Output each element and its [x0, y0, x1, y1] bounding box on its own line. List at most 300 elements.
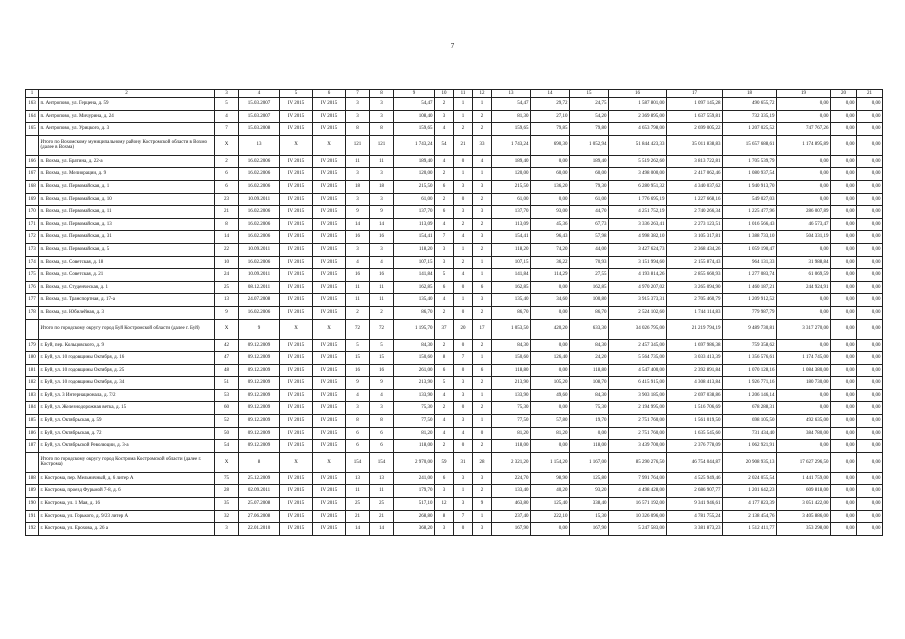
table-cell: 120,00	[394, 168, 435, 181]
table-cell: 08.12.2011	[239, 281, 280, 294]
table-cell: 61 069,59	[777, 269, 831, 282]
table-cell: 0	[454, 306, 473, 319]
table-cell: IV 2015	[280, 498, 313, 511]
table-cell: 338,40	[570, 498, 609, 511]
table-cell: 154	[370, 452, 394, 472]
table-cell: 16	[370, 269, 394, 282]
table-cell: IV 2015	[313, 256, 346, 269]
table-cell: 3	[346, 243, 370, 256]
table-cell: 3 498 000,00	[609, 168, 667, 181]
table-cell: 549 027,03	[723, 193, 777, 206]
table-row	[26, 364, 883, 377]
table-cell: 113,09	[394, 218, 435, 231]
table-cell: 0,00	[777, 168, 831, 181]
table-cell: 16.02.2006	[239, 218, 280, 231]
table-cell: 154,41	[394, 231, 435, 244]
table-cell: 3 813 722,81	[667, 155, 723, 168]
row-number-cell: 188	[26, 472, 39, 485]
table-cell: 0	[454, 155, 473, 168]
table-cell: 2	[473, 440, 492, 453]
table-cell: 0,00	[831, 472, 857, 485]
table-cell: 0,00	[831, 243, 857, 256]
table-cell: 731 434,40	[723, 427, 777, 440]
table-cell: 5	[435, 269, 454, 282]
table-cell: 3	[454, 498, 473, 511]
table-cell: 133,90	[394, 389, 435, 402]
table-cell: 3	[473, 231, 492, 244]
address-cell: г. Буй, ул. 3 Интернационала, д. 7/2	[39, 389, 215, 402]
table-cell: 09.12.2009	[239, 440, 280, 453]
table-cell: 4	[435, 155, 454, 168]
table-cell: 107,15	[492, 256, 531, 269]
table-row	[26, 123, 883, 136]
table-cell: 1	[473, 510, 492, 523]
table-cell: 16.02.2006	[239, 256, 280, 269]
table-cell: 0,00	[831, 155, 857, 168]
column-number: 4	[239, 90, 280, 98]
table-cell: 0,00	[857, 364, 883, 377]
table-cell: IV 2015	[280, 123, 313, 136]
table-cell: 10.09.2011	[239, 243, 280, 256]
table-cell: 53	[215, 389, 239, 402]
table-cell: IV 2015	[280, 193, 313, 206]
table-cell: 4	[435, 294, 454, 307]
table-cell: 2	[473, 339, 492, 352]
table-cell: 1 388 733,10	[723, 231, 777, 244]
table-cell: 1 225 477,96	[723, 206, 777, 219]
table-cell: 0,00	[777, 306, 831, 319]
table-cell: 261,00	[394, 364, 435, 377]
table-cell: 1 587 801,00	[609, 98, 667, 111]
table-cell: 11	[346, 294, 370, 307]
table-cell: 4 193 814,26	[609, 269, 667, 282]
table-cell: IV 2015	[313, 485, 346, 498]
table-cell: 6	[435, 364, 454, 377]
column-number: 5	[280, 90, 313, 98]
table-cell: 2	[370, 306, 394, 319]
table-cell: 189,40	[570, 155, 609, 168]
table-cell: 2 138 454,76	[723, 510, 777, 523]
table-cell: 4	[346, 389, 370, 402]
table-cell: 1 062 921,91	[723, 440, 777, 453]
table-cell: 24.07.2008	[239, 294, 280, 307]
table-cell: 137,70	[492, 206, 531, 219]
table-cell: IV 2015	[280, 364, 313, 377]
table-cell: 2 368 434,26	[667, 243, 723, 256]
table-cell: 0,00	[831, 510, 857, 523]
table-cell: 18	[346, 180, 370, 193]
table-cell: 61,00	[570, 193, 609, 206]
table-cell: 141,84	[492, 269, 531, 282]
table-cell: 3 915 373,31	[609, 294, 667, 307]
table-cell: 1	[473, 352, 492, 365]
table-cell: 84,30	[570, 339, 609, 352]
row-number-cell: 174	[26, 256, 39, 269]
table-cell: 3	[215, 523, 239, 536]
table-cell: 34,60	[531, 294, 570, 307]
address-cell: г. Буй, ул. Октябрьской Революции, д. 3-а	[39, 440, 215, 453]
table-cell: 47	[215, 352, 239, 365]
row-number-cell: 172	[26, 231, 39, 244]
table-row	[26, 485, 883, 498]
table-cell: 2	[473, 243, 492, 256]
table-cell: 1	[473, 269, 492, 282]
table-cell: 09.12.2009	[239, 427, 280, 440]
table-cell: 0,00	[831, 269, 857, 282]
table-cell: IV 2015	[313, 472, 346, 485]
table-cell: 27.06.2008	[239, 510, 280, 523]
table-cell: 3	[370, 110, 394, 123]
table-cell: 6	[435, 180, 454, 193]
table-cell: 162,85	[394, 281, 435, 294]
table-cell: 2 697 038,86	[667, 389, 723, 402]
table-cell: 2 751 760,00	[609, 427, 667, 440]
address-cell: г. Буй, ул. 10 годовщины Октября, д. 34	[39, 377, 215, 390]
table-cell: 215,50	[394, 180, 435, 193]
table-cell: 24,75	[570, 98, 609, 111]
table-cell: 35 011 838,83	[667, 135, 723, 155]
table-cell: 3 151 994,60	[609, 256, 667, 269]
address-cell: г. Буй, ул. Железнодорожная ветка, д. 15	[39, 402, 215, 415]
table-row	[26, 269, 883, 282]
table-cell: IV 2015	[280, 155, 313, 168]
table-cell: 0,00	[777, 440, 831, 453]
table-cell: 0,00	[857, 218, 883, 231]
table-cell: 48	[215, 364, 239, 377]
table-cell: 09.12.2009	[239, 415, 280, 428]
table-cell: 3	[435, 110, 454, 123]
table-cell: 1 084 380,00	[777, 364, 831, 377]
table-cell: IV 2015	[313, 523, 346, 536]
address-cell: п. Вохма, ул. Братина, д. 22-а	[39, 155, 215, 168]
table-cell: 0,00	[570, 427, 609, 440]
table-cell: 16	[370, 364, 394, 377]
table-cell: 189,40	[394, 155, 435, 168]
table-cell: 118,00	[570, 440, 609, 453]
row-number-cell: 163	[26, 98, 39, 111]
table-cell: 16.02.2006	[239, 231, 280, 244]
table-cell: 9	[370, 377, 394, 390]
table-cell: 108,40	[394, 110, 435, 123]
table-row	[26, 110, 883, 123]
table-cell: 96,43	[531, 231, 570, 244]
table-cell: IV 2015	[280, 389, 313, 402]
table-cell: 0,00	[777, 180, 831, 193]
table-cell: 0,00	[857, 389, 883, 402]
table-cell: 118,20	[394, 243, 435, 256]
table-cell: 0	[454, 339, 473, 352]
table-cell: IV 2015	[313, 243, 346, 256]
table-cell: 504 331,19	[777, 231, 831, 244]
table-cell: 1	[473, 389, 492, 402]
address-cell: п. Антропово, ул. Мичурина, д. 24	[39, 110, 215, 123]
table-cell: 490 655,72	[723, 98, 777, 111]
table-cell: IV 2015	[313, 180, 346, 193]
table-cell: 5	[346, 339, 370, 352]
table-cell: 31	[454, 452, 473, 472]
table-cell: 79,80	[570, 123, 609, 136]
table-cell: 13	[346, 472, 370, 485]
table-cell: 4 177 823,39	[723, 498, 777, 511]
table-cell: 54	[435, 135, 454, 155]
table-cell: 6	[215, 180, 239, 193]
table-cell: 1 174 895,89	[777, 135, 831, 155]
table-cell: 27,55	[570, 269, 609, 282]
row-number-cell: 171	[26, 218, 39, 231]
table-cell: 135,40	[394, 294, 435, 307]
table-cell: 9	[346, 377, 370, 390]
table-cell: 6	[215, 168, 239, 181]
table-cell: IV 2015	[280, 180, 313, 193]
table-cell: X	[280, 319, 313, 339]
column-number: 20	[831, 90, 857, 98]
row-number-cell: 184	[26, 402, 39, 415]
table-cell: IV 2015	[280, 294, 313, 307]
table-cell: 0,00	[857, 281, 883, 294]
table-cell: 4	[435, 427, 454, 440]
table-cell: 1 705 539,79	[723, 155, 777, 168]
table-cell: 0,00	[777, 155, 831, 168]
table-cell: 237,40	[492, 510, 531, 523]
table-row	[26, 389, 883, 402]
table-cell: 0,00	[831, 281, 857, 294]
table-cell: IV 2015	[313, 218, 346, 231]
table-cell: 0,00	[857, 168, 883, 181]
table-cell: 79,30	[570, 180, 609, 193]
table-cell: 3	[370, 243, 394, 256]
table-cell: 8	[346, 415, 370, 428]
table-cell: 105,20	[531, 377, 570, 390]
table-cell: 2 686 907,77	[667, 485, 723, 498]
table-cell: 6	[370, 440, 394, 453]
table-cell: 81,20	[531, 427, 570, 440]
table-cell: 18	[370, 180, 394, 193]
table-cell: IV 2015	[280, 472, 313, 485]
table-cell: 25.07.2008	[239, 498, 280, 511]
register-table	[25, 89, 883, 536]
table-cell: 2 740 266,34	[667, 206, 723, 219]
table-cell: 136,20	[531, 180, 570, 193]
table-row	[26, 294, 883, 307]
table-cell: 2	[473, 123, 492, 136]
table-cell: 1	[454, 98, 473, 111]
address-cell: Итого по Вохомскому муниципальному району Костромской области в Вохмо (далее в Вохма)	[39, 135, 215, 155]
table-cell: 0	[454, 402, 473, 415]
table-cell: 2	[435, 168, 454, 181]
table-cell: 11	[346, 281, 370, 294]
table-cell: 384 780,00	[777, 427, 831, 440]
table-cell: IV 2015	[280, 231, 313, 244]
table-row	[26, 306, 883, 319]
table-cell: 0,00	[857, 123, 883, 136]
table-cell: 0,00	[857, 110, 883, 123]
table-cell: 22.01.2010	[239, 523, 280, 536]
table-cell: IV 2015	[313, 168, 346, 181]
table-cell: 118,80	[570, 364, 609, 377]
table-cell: 2 705 460,79	[667, 294, 723, 307]
table-cell: 3	[454, 415, 473, 428]
table-cell: 1	[454, 243, 473, 256]
table-cell: 133,40	[492, 485, 531, 498]
table-cell: 60	[215, 402, 239, 415]
table-cell: 3	[435, 243, 454, 256]
table-cell: 4 547 400,00	[609, 364, 667, 377]
table-cell: 86,70	[394, 306, 435, 319]
table-cell: 21	[370, 510, 394, 523]
table-cell: 5	[370, 339, 394, 352]
table-cell: 0,00	[831, 364, 857, 377]
row-number-cell: 179	[26, 339, 39, 352]
table-cell: 4 998 382,10	[609, 231, 667, 244]
table-cell: 2 417 062,46	[667, 168, 723, 181]
table-cell: 0,00	[857, 498, 883, 511]
table-cell: X	[215, 135, 239, 155]
table-cell: 268,80	[394, 510, 435, 523]
table-cell: 75	[215, 472, 239, 485]
address-cell: Итого по городскому округу город Буй Костромской области (далее г. Буй)	[39, 319, 215, 339]
table-cell: 0,00	[857, 472, 883, 485]
table-cell: 15	[370, 352, 394, 365]
column-number: 1	[26, 90, 39, 98]
table-cell: 1 635 545,60	[667, 427, 723, 440]
table-row	[26, 352, 883, 365]
table-cell: IV 2015	[313, 402, 346, 415]
table-cell: 32	[215, 510, 239, 523]
table-cell: 0,00	[857, 306, 883, 319]
table-cell: 2 855 660,93	[667, 269, 723, 282]
column-number: 16	[609, 90, 667, 98]
table-cell: 0,00	[831, 319, 857, 339]
table-cell: IV 2015	[280, 306, 313, 319]
table-cell: 4	[435, 123, 454, 136]
table-cell: 8	[370, 123, 394, 136]
table-cell: 4	[346, 256, 370, 269]
table-cell: 15.03.2007	[239, 98, 280, 111]
table-cell: 37	[435, 319, 454, 339]
table-cell: 609 818,00	[777, 485, 831, 498]
table-cell: 9 489 730,81	[723, 319, 777, 339]
table-cell: 5 519 262,60	[609, 155, 667, 168]
table-cell: 09.12.2009	[239, 377, 280, 390]
table-cell: 0,00	[831, 206, 857, 219]
table-cell: 0,00	[857, 193, 883, 206]
table-cell: 09.12.2009	[239, 339, 280, 352]
table-cell: 16	[346, 269, 370, 282]
address-cell: п. Вохма, ул. Первомайская, д. 5	[39, 243, 215, 256]
table-row	[26, 155, 883, 168]
table-cell: 113,09	[492, 218, 531, 231]
table-cell: 16.02.2006	[239, 206, 280, 219]
table-cell: 222,10	[531, 510, 570, 523]
table-cell: 11	[370, 294, 394, 307]
table-cell: 6	[435, 472, 454, 485]
table-cell: 133,90	[492, 389, 531, 402]
table-row	[26, 377, 883, 390]
table-cell: 2 524 102,60	[609, 306, 667, 319]
table-cell: 21	[215, 206, 239, 219]
table-cell: 1	[454, 110, 473, 123]
table-cell: X	[215, 319, 239, 339]
table-cell: 0,00	[857, 294, 883, 307]
table-cell: 2	[473, 485, 492, 498]
table-cell: 1 697 986,38	[667, 339, 723, 352]
table-cell: 0,00	[831, 485, 857, 498]
table-cell: 0,00	[857, 510, 883, 523]
table-cell: 21 219 794,19	[667, 319, 723, 339]
table-cell: X	[280, 452, 313, 472]
table-cell: 21	[346, 510, 370, 523]
table-cell: 0,00	[857, 98, 883, 111]
table-cell: 4 970 207,02	[609, 281, 667, 294]
row-number-cell	[26, 319, 39, 339]
address-cell: г. Буй, ул. Октябрьская, д. 72	[39, 427, 215, 440]
table-cell: 0,00	[777, 110, 831, 123]
table-cell: 1 277 083,74	[723, 269, 777, 282]
table-cell: 16	[346, 364, 370, 377]
table-cell: 85 290 276,50	[609, 452, 667, 472]
table-cell: 0	[454, 364, 473, 377]
column-number: 7	[346, 90, 370, 98]
table-cell: 6	[473, 281, 492, 294]
table-cell: IV 2015	[313, 364, 346, 377]
table-cell: 0,00	[531, 364, 570, 377]
table-cell: 3	[454, 472, 473, 485]
table-cell: 107,15	[394, 256, 435, 269]
table-cell: 353 298,00	[777, 523, 831, 536]
column-number: 18	[723, 90, 777, 98]
table-cell: 3	[473, 294, 492, 307]
table-cell: 3 381 873,23	[667, 523, 723, 536]
table-cell: 0,00	[831, 452, 857, 472]
table-cell: 2	[454, 256, 473, 269]
table-cell: 244 924,91	[777, 281, 831, 294]
table-cell: X	[313, 319, 346, 339]
table-cell: 70,93	[570, 256, 609, 269]
table-row	[26, 168, 883, 181]
table-cell: 0	[454, 523, 473, 536]
table-cell: 11	[346, 155, 370, 168]
address-cell: п. Вохма, ул. Юбилейная, д. 3	[39, 306, 215, 319]
table-cell: 0,00	[857, 269, 883, 282]
table-cell: 86,70	[570, 306, 609, 319]
table-cell: 2 970,00	[394, 452, 435, 472]
address-cell: п. Вохма, ул. Советская, д. 18	[39, 256, 215, 269]
table-cell: 0,00	[857, 402, 883, 415]
table-cell: 125,40	[531, 498, 570, 511]
row-number-cell: 176	[26, 281, 39, 294]
table-cell: 0,00	[831, 523, 857, 536]
page-number: 7	[450, 42, 455, 50]
row-number-cell: 181	[26, 364, 39, 377]
table-cell: 4	[454, 269, 473, 282]
table-cell: 40,20	[531, 485, 570, 498]
table-cell: 747 767,26	[777, 123, 831, 136]
table-cell: 14	[370, 218, 394, 231]
table-cell: 16.02.2006	[239, 306, 280, 319]
table-cell: 35	[215, 498, 239, 511]
table-cell: 3	[370, 193, 394, 206]
table-cell: 4 498 428,00	[609, 485, 667, 498]
table-cell: IV 2015	[313, 440, 346, 453]
table-cell: 4	[435, 218, 454, 231]
table-cell: 4 251 752,19	[609, 206, 667, 219]
table-cell: 77,50	[492, 415, 531, 428]
table-cell: IV 2015	[280, 440, 313, 453]
table-cell: 1 209 912,52	[723, 294, 777, 307]
table-cell: 1 637 559,81	[667, 110, 723, 123]
table-cell: IV 2015	[280, 402, 313, 415]
table-cell: 51 844 423,33	[609, 135, 667, 155]
